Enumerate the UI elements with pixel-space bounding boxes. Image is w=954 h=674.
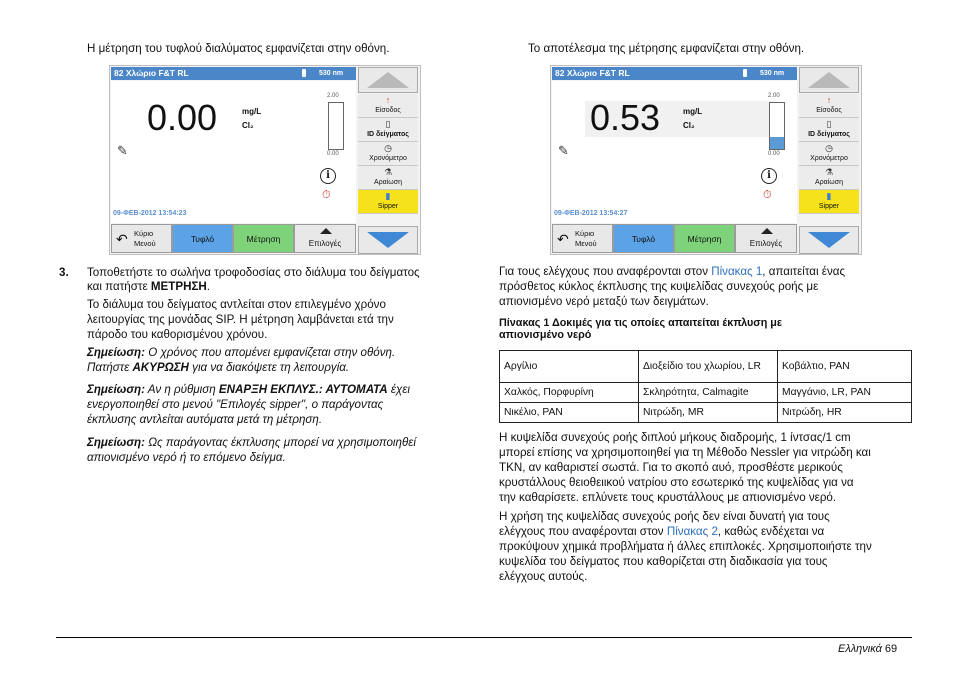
input-label: Είσοδος (375, 107, 401, 114)
para3-line-4: κυψελίδα του δείγματος που καθορίζεται στη διαδικασία για τους (499, 555, 828, 568)
bottom-bar (552, 224, 797, 253)
para3-pre: ελέγχους που αναφέρονται στον (499, 525, 667, 538)
scroll-up-button[interactable] (799, 67, 859, 93)
table-cell: Χαλκός, Πορφυρίνη (500, 383, 639, 403)
bar-min: 0.00 (768, 151, 780, 157)
note2-label: Σημείωση: (87, 383, 145, 396)
up-arrow-icon (367, 72, 409, 88)
para1-line-2: λειτουργίας της μονάδας SIP. Η μέτρηση λαμβάνεται ετά την (87, 313, 394, 326)
measure-button[interactable]: Μέτρηση (674, 224, 735, 253)
para2-line-2: μπορεί επίσης να χρησιμοποιηθεί για τη Μέθοδο Nessler για νιτρώδη και (499, 446, 871, 459)
note2-pre: Αν η ρύθμιση (145, 383, 219, 396)
table-title-1: Πίνακας 1 Δοκιμές για τις οποίες απαιτείται έκπλυση με (499, 317, 783, 329)
footer-language: Ελληνικά (838, 643, 882, 655)
table-cell: Μαγγάνιο, LR, PAN (778, 383, 912, 403)
right-caption: Το αποτέλεσμα της μέτρησης εμφανίζεται στην οθόνη. (528, 42, 805, 55)
level-bar (769, 102, 785, 150)
back-arrow-icon: ↶ (116, 231, 128, 247)
scroll-up-button[interactable] (358, 67, 418, 93)
datetime: 09-ΦΕΒ-2012 13:54:23 (113, 210, 187, 217)
result-value: 0.00 (147, 97, 218, 138)
table-cell: Σκληρότητα, Calmagite (639, 383, 778, 403)
bar-max: 2.00 (768, 93, 780, 99)
result-unit: mg/L (242, 107, 262, 116)
vial-icon (743, 69, 747, 77)
timer-button[interactable] (358, 142, 418, 166)
rinse-tests-table (499, 350, 912, 423)
level-bar (328, 102, 344, 150)
sample-id-label: ID δείγματος (367, 131, 409, 138)
sipper-label: Sipper (818, 203, 840, 210)
sipper-label: Sipper (377, 203, 399, 210)
bar-max: 2.00 (327, 93, 339, 99)
timer-icon[interactable]: ⏱ (763, 189, 772, 201)
table-cell: Νιτρώδη, HR (778, 403, 912, 423)
step-line-1: Τοποθετήστε το σωλήνα τροφοδοσίας στο διάλυμα του δείγματος (87, 266, 420, 279)
info-icon[interactable]: i (320, 168, 336, 184)
scroll-down-button[interactable] (358, 226, 418, 254)
note3-label: Σημείωση: (87, 436, 145, 449)
edit-icon[interactable]: ✎ (558, 143, 569, 158)
screen-header (111, 67, 356, 80)
table-cell: Αργίλιο (500, 351, 639, 383)
up-arrow-icon (808, 72, 850, 88)
note1-pre: Πατήστε (87, 361, 133, 374)
result-species: Cl₂ (242, 121, 254, 130)
left-caption: Η μέτρηση του τυφλού διαλύματος εμφανίζεται στην οθόνη. (87, 42, 390, 55)
note1-label: Σημείωση: (87, 346, 145, 359)
timer-icon[interactable]: ⏱ (322, 189, 331, 201)
para3-line-3: προκύψουν χημικά προβλήματα ή άλλες επιπλοκές. Χρησιμοποιήστε την (499, 540, 872, 553)
table-title-2: απιονισμένο νερό (499, 329, 592, 341)
sipper-icon: ▮ (826, 191, 832, 201)
timer-label: Χρονόμετρο (810, 155, 848, 162)
datetime: 09-ΦΕΒ-2012 13:54:27 (554, 210, 628, 217)
options-button[interactable] (294, 224, 356, 253)
up-triangle-icon (761, 228, 773, 234)
para1-line-1: Το διάλυμα του δείγματος αντλείται στον επιλεγμένο χρόνο (87, 298, 386, 311)
intro-pre: Για τους ελέγχους που αναφέρονται στον (499, 265, 712, 278)
intro-line-1 (499, 264, 845, 279)
up-triangle-icon (320, 228, 332, 234)
sipper-button[interactable] (358, 190, 418, 214)
result-species: Cl₂ (683, 121, 695, 130)
vial-id-icon: ▯ (826, 119, 832, 129)
scroll-down-button[interactable] (799, 226, 859, 254)
options-label: Επιλογές (749, 239, 783, 248)
sample-id-label: ID δείγματος (808, 131, 850, 138)
main-menu-button[interactable] (552, 224, 613, 253)
note1-text: Ο χρόνος που απομένει εμφανίζεται στην οθόνη. (145, 346, 396, 359)
edit-icon[interactable]: ✎ (117, 143, 128, 158)
input-button[interactable] (358, 94, 418, 118)
note2-line-3: έκπλυσης αντλείται αυτόματα μετά τη μέτρηση. (87, 413, 323, 426)
intro-line-3: απιονισμένο νερό μεταξύ των δειγμάτων. (499, 295, 709, 308)
home-label-1: Κύριο (575, 229, 595, 238)
home-label-2: Μενού (575, 239, 597, 248)
note1-line-2 (87, 360, 349, 375)
back-arrow-icon: ↶ (557, 231, 569, 247)
down-arrow-icon (808, 232, 850, 248)
footer-rule (56, 637, 912, 638)
page-number: 69 (884, 643, 898, 655)
wavelength: 530 nm (760, 70, 785, 77)
table2-link[interactable]: Πίνακας 2 (666, 525, 718, 538)
screen-header (552, 67, 797, 80)
pin-icon: ↑ (826, 95, 832, 105)
dilution-button[interactable] (799, 166, 859, 190)
home-label-1: Κύριο (134, 229, 154, 238)
note1-line-1 (87, 345, 395, 360)
step-number: 3. (59, 266, 69, 279)
measure-keyword: ΜΕΤΡΗΣΗ (150, 280, 207, 293)
timer-button[interactable] (799, 142, 859, 166)
result-unit: mg/L (683, 107, 703, 116)
down-arrow-icon (367, 232, 409, 248)
main-menu-button[interactable] (111, 224, 172, 253)
para2-line-3: TKN, αν καθαριστεί σωστά. Για το σκοπό αυό, προσθέστε μερικούς (499, 461, 843, 474)
dilution-button[interactable] (358, 166, 418, 190)
input-button[interactable] (799, 94, 859, 118)
table-cell: Νιτρώδη, MR (639, 403, 778, 423)
table-row (500, 383, 912, 403)
para3-line-2 (499, 524, 824, 539)
note1-post: για να διακόψετε τη λειτουργία. (188, 361, 350, 374)
beakers-icon: ⚗ (383, 167, 393, 177)
blank-button[interactable]: Τυφλό (613, 224, 674, 253)
dilution-label: Αραίωση (815, 179, 843, 186)
note3-line-2: απιονισμένο νερό ή το επόμενο δείγμα. (87, 451, 286, 464)
step-line-2-pre: και πατήστε (87, 280, 151, 293)
table-cell: Νικέλιο, PAN (500, 403, 639, 423)
para1-line-3: πάροδο του καθορισμένου χρόνου. (87, 328, 268, 341)
result-display (111, 81, 356, 223)
vial-icon (302, 69, 306, 77)
note2-post: έχει (387, 383, 410, 396)
step-line-2-post: . (206, 280, 211, 293)
measure-button[interactable]: Μέτρηση (233, 224, 294, 253)
note2-line-2: ενεργοποιηθεί στο μενού "Επιλογές sipper", ο παράγοντας (87, 398, 384, 411)
vial-id-icon: ▯ (385, 119, 391, 129)
para2-line-4: κρυστάλλους θειοθειικού νατρίου στο εσωτερικό της κυψελίδας για να (499, 476, 854, 489)
para3-line-5: ελέγχους αυτούς. (499, 570, 588, 583)
bottom-bar (111, 224, 356, 253)
method-title: 82 Χλώριο F&T RL (114, 68, 189, 78)
instrument-screen-result (550, 65, 862, 255)
result-value: 0.53 (590, 97, 661, 138)
timer-label: Χρονόμετρο (369, 155, 407, 162)
intro-post: , απαιτείται ένας (762, 265, 846, 278)
table-cell: Διοξείδιο του χλωρίου, LR (639, 351, 778, 383)
note3-line-1 (87, 435, 416, 450)
level-bar-fill (770, 137, 784, 149)
table-row (500, 403, 912, 423)
beakers-icon: ⚗ (824, 167, 834, 177)
options-label: Επιλογές (308, 239, 342, 248)
instrument-screen-blank (109, 65, 421, 255)
cancel-keyword: ΑΚΥΡΩΣΗ (132, 361, 189, 374)
home-label-2: Μενού (134, 239, 156, 248)
sample-id-button[interactable] (799, 118, 859, 142)
bar-min: 0.00 (327, 151, 339, 157)
options-button[interactable] (735, 224, 797, 253)
auto-rinse-keyword: ΕΝΑΡΞΗ ΕΚΠΛΥΣ.: ΑΥΤΟΜΑΤΑ (218, 383, 388, 396)
note2-line-1 (87, 382, 410, 397)
blank-button[interactable]: Τυφλό (172, 224, 233, 253)
result-display (552, 81, 797, 223)
para2-line-5: την καθαρίσετε. επλύνετε τους κρυστάλλους με απιονισμένο νερό. (499, 491, 837, 504)
info-icon[interactable]: i (761, 168, 777, 184)
table-row (500, 351, 912, 383)
dilution-label: Αραίωση (374, 179, 402, 186)
method-title: 82 Χλώριο F&T RL (555, 68, 630, 78)
note3-text: Ως παράγοντας έκπλυσης μπορεί να χρησιμοποιηθεί (145, 436, 416, 449)
table-cell: Κοβάλτιο, PAN (778, 351, 912, 383)
sipper-icon: ▮ (385, 191, 391, 201)
para2-line-1: Η κυψελίδα συνεχούς ροής διπλού μήκους διαδρομής, 1 ίντσας/1 cm (499, 431, 851, 444)
table1-link[interactable]: Πίνακας 1 (711, 265, 763, 278)
pin-icon: ↑ (385, 95, 391, 105)
clock-icon: ◷ (825, 143, 833, 153)
intro-line-2: πρόσθετος κύκλος έκπλυσης της κυψελίδας συνεχούς ροής με (499, 280, 819, 293)
input-label: Είσοδος (816, 107, 842, 114)
wavelength: 530 nm (319, 70, 344, 77)
page-footer (838, 642, 897, 657)
para3-post: , καθώς ενδέχεται να (717, 525, 825, 538)
para3-line-1: Η χρήση της κυψελίδας συνεχούς ροής δεν είναι δυνατή για τους (499, 510, 830, 523)
clock-icon: ◷ (384, 143, 392, 153)
sample-id-button[interactable] (358, 118, 418, 142)
sipper-button[interactable] (799, 190, 859, 214)
step-line-2 (87, 279, 210, 294)
